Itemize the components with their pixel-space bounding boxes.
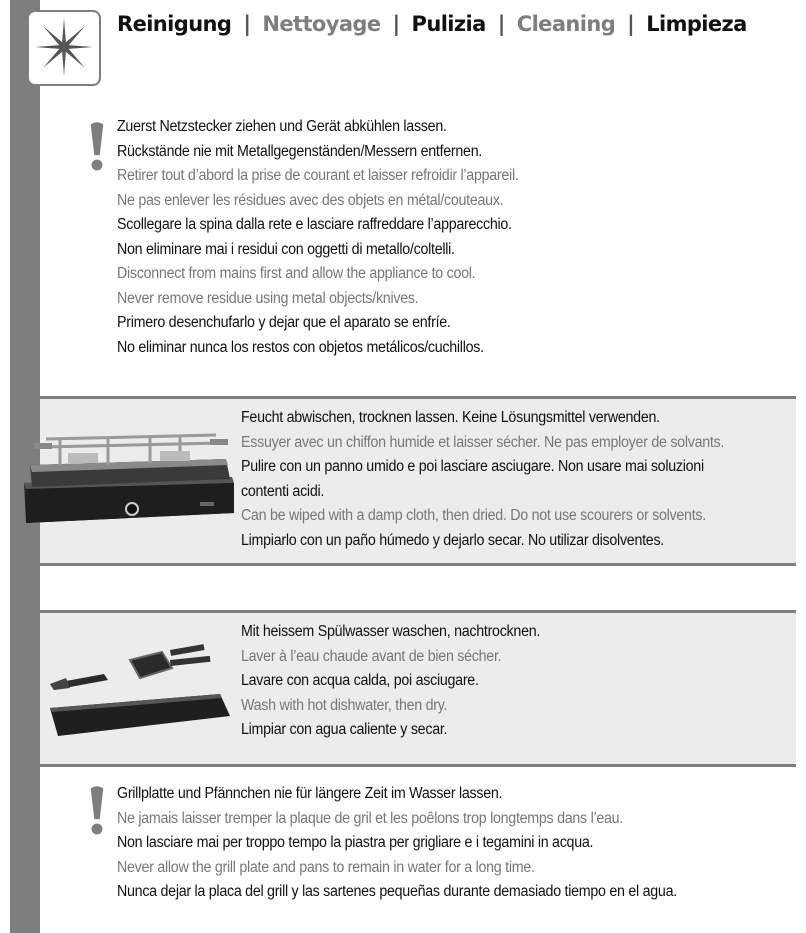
instruction-line: Lavare con acqua calda, poi asciugare. bbox=[241, 672, 479, 689]
instruction-line: Ne pas enlever les résidues avec des objets en métal/couteaux. bbox=[117, 191, 504, 209]
instruction-line: Limpiar con agua caliente y secar. bbox=[241, 721, 448, 738]
instruction-line: Nunca dejar la placa del grill y las sartenes pequeñas durante demasiado tiempo en el agua. bbox=[117, 883, 677, 900]
header-separator: | bbox=[243, 12, 251, 36]
instruction-line: Disconnect from mains first and allow the appliance to cool. bbox=[117, 265, 476, 282]
header-language-title: Limpieza bbox=[646, 12, 747, 36]
raclette-grill-image bbox=[20, 425, 236, 530]
instruction-line: Limpiarlo con un paño húmedo y dejarlo secar. No utilizar disolventes. bbox=[241, 531, 664, 549]
instruction-line: Ne jamais laisser tremper la plaque de gril et les poêlons trop longtemps dans l’eau. bbox=[117, 809, 624, 827]
instruction-line: Feucht abwischen, trocknen lassen. Keine Lösungsmittel verwenden. bbox=[241, 409, 660, 426]
instruction-line: Never allow the grill plate and pans to remain in water for a long time. bbox=[117, 858, 535, 876]
instruction-line: Primero desenchufarlo y dejar que el aparato se enfríe. bbox=[117, 314, 451, 331]
wipe-instructions bbox=[241, 406, 724, 553]
logo-box bbox=[27, 10, 101, 86]
exclamation-icon bbox=[88, 782, 106, 840]
instruction-line: Pulire con un panno umido e poi lasciare asciugare. Non usare mai soluzioni bbox=[241, 458, 704, 475]
header-separator: | bbox=[627, 12, 635, 36]
instruction-line: Zuerst Netzstecker ziehen und Gerät abkühlen lassen. bbox=[117, 118, 447, 135]
band-divider bbox=[40, 563, 796, 566]
instruction-line: Retirer tout d’abord la prise de courant et laisser refroidir l’appareil. bbox=[117, 167, 519, 184]
header-language-title: Nettoyage bbox=[262, 12, 381, 36]
header-separator: | bbox=[497, 12, 505, 36]
instruction-line: Essuyer avec un chiffon humide et laisser sécher. Ne pas employer de solvants. bbox=[241, 433, 725, 451]
header-separator: | bbox=[392, 12, 400, 36]
header-language-title: Pulizia bbox=[411, 12, 486, 36]
wash-instructions bbox=[241, 620, 540, 743]
header-language-title: Reinigung bbox=[117, 12, 232, 36]
instruction-line: Never remove residue using metal objects/knives. bbox=[117, 289, 419, 307]
instruction-line: Non lasciare mai per troppo tempo la piastra per grigliare e i tegamini in acqua. bbox=[117, 834, 594, 851]
instruction-line: Can be wiped with a damp cloth, then dried. Do not use scourers or solvents. bbox=[241, 507, 706, 524]
star-burst-icon bbox=[33, 16, 95, 78]
instruction-line: Non eliminare mai i residui con oggetti di metallo/coltelli. bbox=[117, 240, 455, 258]
instruction-line: Wash with hot dishwater, then dry. bbox=[241, 696, 448, 714]
instruction-line: Scollegare la spina dalla rete e lasciare raffreddare l’apparecchio. bbox=[117, 216, 512, 233]
band-divider bbox=[40, 764, 796, 767]
instruction-line: Grillplatte und Pfännchen nie für längere Zeit im Wasser lassen. bbox=[117, 785, 503, 802]
grill-plate-and-pan-image bbox=[44, 638, 234, 743]
header-language-title: Cleaning bbox=[516, 12, 616, 36]
instruction-line: Rückstände nie mit Metallgegenständen/Messern entfernen. bbox=[117, 142, 483, 160]
instruction-line: No eliminar nunca los restos con objetos metálicos/cuchillos. bbox=[117, 338, 484, 356]
page-header bbox=[117, 8, 747, 40]
instruction-line: Mit heissem Spülwasser waschen, nachtrocknen. bbox=[241, 623, 541, 640]
warning-text-bottom bbox=[117, 782, 677, 905]
exclamation-icon bbox=[88, 118, 106, 176]
warning-text-top bbox=[117, 115, 519, 360]
instruction-line: contenti acidi. bbox=[241, 482, 325, 500]
instruction-line: Laver à l’eau chaude avant de bien sécher. bbox=[241, 647, 502, 665]
